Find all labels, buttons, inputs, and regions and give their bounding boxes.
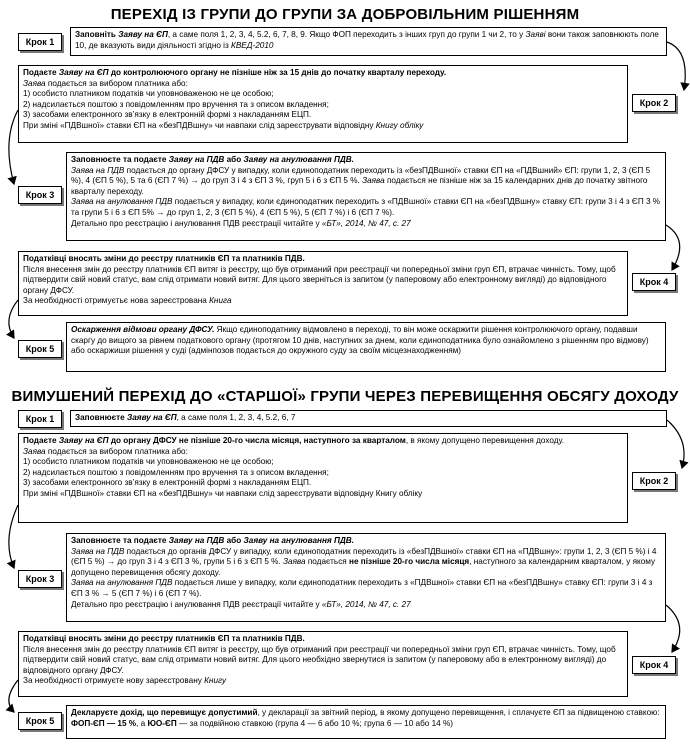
section2-step2-item1: 1) особисто платником податків чи уповноваженою не це особою;	[23, 457, 274, 467]
text-run: За необхідності отримуєтьє нова зареєстрована	[23, 296, 210, 306]
section1-step2-label: Крок 2	[632, 94, 676, 112]
text-run: Заяву на ЄП	[126, 413, 177, 422]
section2-step1-label: Крок 1	[18, 410, 62, 428]
text-run: Заява на анулювання ПДВ	[71, 197, 173, 207]
section1-step2-item3: 3) засобами електронного зв’язку в електронній формі з накладанням ЕЦП.	[23, 110, 312, 120]
text-run: Детально про реєстрацію і анулювання ПДВ реєстрації читайте у	[71, 218, 322, 228]
text-run: , а саме поля 1, 2, 3, 4, 5.2, 6, 7, 8, 9. Якщо ФОП переходить з інших груп до групи 1 чи 2, то у	[167, 30, 526, 39]
s2-arrow-2-3	[9, 505, 18, 568]
text-run: подається не пізніше ніж за 15 календарних днів до початку звітного кварталу переходу.	[71, 176, 648, 196]
text-run: Заява на ПДВ	[71, 546, 125, 556]
text-run: , наступного за календарним кварталом, у якому допущено перевищення обсягу доходу.	[71, 557, 656, 577]
section2-step4-label: Крок 4	[632, 656, 676, 674]
text-run: або	[224, 155, 244, 164]
text-run: , а	[136, 718, 148, 728]
text-run: Після внесення змін до реєстру платників ЄП витяг із реєстру, що був отриманий при реєстрації чи попередньої зміни груп ЄП, втрачає чинність. Тому, щоб підтвердити свій новий статус, вам слід отримати новий витяг. Для цього зверніться із запитом (у паперовому або електронному вигляді) до відповідного органу ДФСУ.	[23, 264, 616, 295]
text-run: не пізніше 20-го числа місяця	[349, 557, 470, 567]
text-run: При зміні «ПДВшної» ставки ЄП на «безПДВшну» чи навпаки слід зареєструвати відповідну Книгу обліку	[23, 488, 423, 498]
s1-arrow-1-2	[667, 42, 685, 90]
section1-step3-label: Крок 3	[18, 186, 62, 204]
text-run: Податківці вносять зміни до реєстру платників ЄП та платників ПДВ.	[23, 634, 305, 643]
text-run: подається	[305, 557, 350, 567]
section2-step2-item2: 2) надсилається поштою з повідомленням про вручення та з описом вкладення;	[23, 467, 329, 477]
section2-step2-item3: 3) засобами електронного зв’язку в електронній формі з накладанням ЕЦП.	[23, 478, 312, 488]
text-run: Оскарження відмови органу ДФСУ.	[71, 325, 215, 334]
text-run: вони також заповнюють поле 10, де вказують види діяльності згідно із	[75, 30, 659, 50]
section1-step5-label: Крок 5	[18, 340, 62, 358]
text-run: Якщо єдиноподатнику відмовлено в переході, то він може оскаржити рішення контролюючого органу, подавши скаргу до вищого за рівнем податкового органу (протягом 10 днів, наступних за днем, коли єдиноподатника було ознайомлено з рішенням про відмову) або оскаржиши рішення у суді (адмінпозов подається до окружного суду за своїм місцезнаходженням)	[71, 325, 649, 356]
text-run: Детально про реєстрацію і анулювання ПДВ реєстрації читайте у	[71, 599, 322, 609]
text-run: При зміні «ПДВшної» ставки ЄП на «безПДВшну» чи навпаки слід зареєструвати відповідну	[23, 120, 376, 130]
text-run: подається до органів ДФСУ у випадку, коли єдиноподатник переходить із «безПДВшної» ставки ЄП на «ПДВшну»: групи 1, 2, 3 (ЄП 5 %) і 4 (ЄП 5 %) → до груп 3 і 4 з ЄП 3 %, групи 5 і 6 з ЄП 5 %.	[71, 546, 657, 567]
text-run: Заява	[282, 557, 306, 567]
text-run: ФОП-ЄП — 15 %	[71, 718, 137, 728]
text-run: , в якому допущено перевищення доходу.	[405, 436, 565, 445]
text-run: Заява	[362, 176, 385, 186]
text-run: Заяву на ЄП	[58, 436, 109, 445]
section2-step2-label: Крок 2	[632, 472, 676, 490]
text-run: Заява	[23, 78, 46, 88]
text-run: Заява на анулювання ПДВ	[71, 578, 173, 588]
text-run: Заповнюєте та подаєте	[71, 536, 169, 545]
s1-arrow-4-5	[9, 300, 18, 338]
text-run: , у декларації за звітний період, в якому допущено перевищення, і сплачуєте ЄП за підвищеною ставкою:	[257, 708, 660, 717]
text-run: КВЕД-2010	[231, 40, 274, 50]
text-run: Заповнюєте та подаєте	[71, 155, 169, 164]
text-run: Заяву на анулювання ПДВ.	[243, 155, 354, 164]
text-run: Книгу	[204, 676, 227, 686]
s1-arrow-3-4	[666, 225, 680, 270]
text-run: Заяву на ЄП	[58, 68, 109, 77]
text-run: «БТ», 2014, № 47, с. 27	[321, 599, 411, 609]
text-run: подається лише у випадку, коли єдиноподатник переходить з «ПДВшної» ставки ЄП на «безПДВшну» ставку ЄП: групи 3 і 4 з ЄП 3 % → 5 (ЄП 7 %) і 6 (ЄП 7 %).	[71, 578, 653, 598]
text-run: подається за вибором платника або:	[45, 78, 188, 88]
text-run: подається у випадку, коли єдиноподатник переходить з «ПДВшної» ставки ЄП на «безПДВшну» ставку ЄП: групи 3 і 4 з ЄП 3 % та групи 5 і 6 з ЄП 5% → до груп 1, 2, 3 (ЄП 5 %), 4 (ЄП 5 %), 5 (ЄП 7 %) і 6 (ЄП 7 %).	[71, 197, 661, 217]
s2-arrow-3-4	[666, 605, 680, 652]
section1-title: ПЕРЕХІД ІЗ ГРУПИ ДО ГРУПИ ЗА ДОБРОВІЛЬНИМ РІШЕННЯМ	[110, 6, 580, 23]
text-run: Книга	[209, 296, 232, 306]
text-run: Декларуєте дохід, що перевищує допустимий	[71, 708, 258, 717]
text-run: Подаєте	[23, 68, 59, 77]
section1-step2-item2: 2) надсилається поштою з повідомленням про вручення та з описом вкладення;	[23, 99, 329, 109]
text-run: — за подвійною ставкою (група 4 — 6 або 10 %; група 6 — 10 або 14 %)	[176, 718, 454, 728]
section1-step1-label: Крок 1	[18, 33, 62, 51]
section2-step3-label: Крок 3	[18, 570, 62, 588]
text-run: Заповніть	[75, 30, 119, 39]
text-run: Подаєте	[23, 436, 59, 445]
text-run: Заява на ПДВ	[71, 165, 125, 175]
text-run: ЮО-ЄП	[147, 718, 177, 728]
section2-title: ВИМУШЕНИЙ ПЕРЕХІД ДО «СТАРШОЇ» ГРУПИ ЧЕРЕЗ ПЕРЕВИЩЕННЯ ОБСЯГУ ДОХОДУ	[11, 388, 679, 405]
text-run: Заяві	[525, 30, 546, 39]
text-run: Податківці вносять зміни до реєстру платників ЄП та платників ПДВ.	[23, 254, 305, 263]
text-run: , а саме поля 1, 2, 3, 4, 5.2, 6, 7	[176, 413, 296, 422]
text-run: «БТ», 2014, № 47, с. 27	[321, 218, 411, 228]
text-run: Заява	[23, 446, 46, 456]
s1-arrow-2-3	[9, 110, 18, 184]
section1-step2-item1: 1) особисто платником податків чи уповноваженою не це особою;	[23, 89, 274, 99]
s2-arrow-4-5	[9, 680, 18, 712]
s2-arrow-1-2	[667, 420, 684, 468]
text-run: подається за вибором платника або:	[45, 446, 188, 456]
text-run: або	[224, 536, 244, 545]
text-run: Заяву на ЄП	[118, 30, 168, 39]
text-run: Заяву на анулювання ПДВ.	[243, 536, 354, 545]
text-run: до контролюючого органу не пізніше ніж за 15 днів до початку кварталу переходу.	[108, 68, 447, 77]
text-run: Заповнюєте	[75, 413, 127, 422]
section2-step5-label: Крок 5	[18, 712, 62, 730]
text-run: до органу ДФСУ не пізніше 20-го числа місяця, наступного за кварталом	[108, 436, 406, 445]
text-run: Заяву на ПДВ	[168, 155, 225, 164]
text-run: Після внесення змін до реєстру платників ЄП витяг із реєстру, що був отриманий при реєстрації чи попередньої зміни груп ЄП, втрачає чинність. Тому, щоб підтвердити свій новий статус, вам слід отримати новий витяг. Для цього необхідно звернутися із запитом (у паперовому або в електронному вигляді) до відповідного органу ДФСУ.	[23, 644, 616, 675]
text-run: За необхідності отримуєте нову зареєстровану	[23, 676, 205, 686]
section1-step4-label: Крок 4	[632, 273, 676, 291]
text-run: подається до органу ДФСУ у випадку, коли єдиноподатник переходить із «безПДВшної» ставки ЄП на «ПДВшний» ЄП: групи 1, 2, 3 (ЄП 5 %), 4 (ЄП 5 %), 5 та 6 (ЄП 7 %) → до груп 3 і 4 з ЄП 3 %, груп 5 і 6 з ЄП 5 %.	[71, 165, 651, 186]
text-run: Заяву на ПДВ	[168, 536, 225, 545]
text-run: Книгу обліку	[375, 120, 424, 130]
